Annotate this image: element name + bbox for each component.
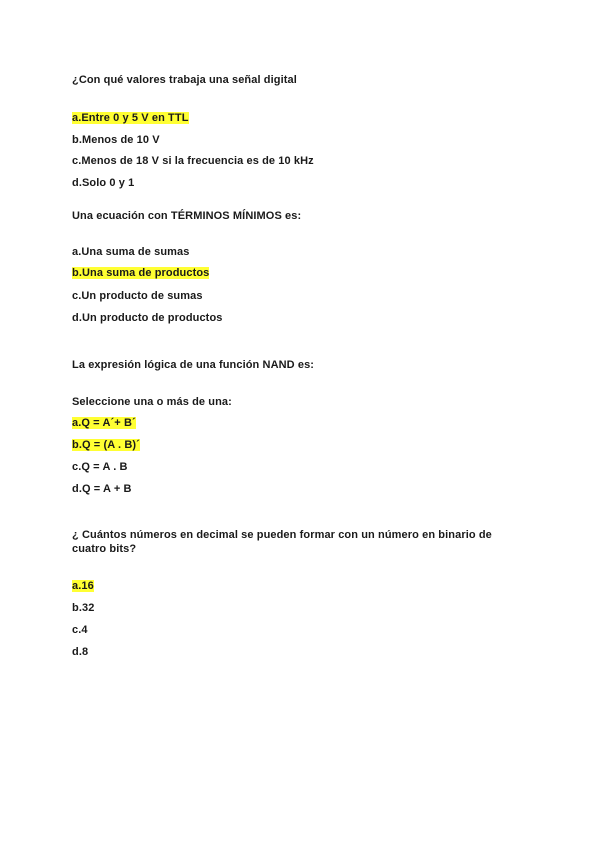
question-1-option-b: b.Menos de 10 V: [72, 134, 160, 146]
question-1-option-c: c.Menos de 18 V si la frecuencia es de 10 kHz: [72, 155, 314, 167]
answer-highlight: a.16: [72, 580, 94, 592]
question-4-option-c: c.4: [72, 624, 88, 636]
answer-highlight: a.Entre 0 y 5 V en TTL: [72, 112, 189, 124]
question-2-option-c: c.Un producto de sumas: [72, 290, 203, 302]
question-1-option-d: d.Solo 0 y 1: [72, 177, 135, 189]
question-3-option-c: c.Q = A . B: [72, 461, 128, 473]
answer-highlight: b.Q = (A . B)´: [72, 439, 140, 451]
question-3-instruction: Seleccione una o más de una:: [72, 396, 232, 408]
question-2-option-d: d.Un producto de productos: [72, 312, 223, 324]
question-3-text: La expresión lógica de una función NAND es:: [72, 359, 315, 371]
question-2-option-b: [72, 266, 209, 280]
answer-highlight: b.Una suma de productos: [72, 267, 210, 279]
answer-highlight: a.Q = A´+ B´: [72, 417, 136, 429]
question-4-option-b: b.32: [72, 602, 95, 614]
question-3-option-d: d.Q = A + B: [72, 483, 132, 495]
question-4-option-a: [72, 579, 94, 593]
question-4-option-d: d.8: [72, 646, 89, 658]
question-1-text: ¿Con qué valores trabaja una señal digital: [72, 74, 297, 86]
question-4-text: ¿ Cuántos números en decimal se pueden formar con un número en binario de cuatro bits?: [72, 529, 492, 555]
question-2-text: Una ecuación con TÉRMINOS MÍNIMOS es:: [72, 210, 302, 222]
question-2-option-a: a.Una suma de sumas: [72, 246, 190, 258]
question-3-option-b: [72, 438, 140, 452]
question-1-option-a: [72, 111, 189, 125]
question-3-option-a: [72, 416, 136, 430]
